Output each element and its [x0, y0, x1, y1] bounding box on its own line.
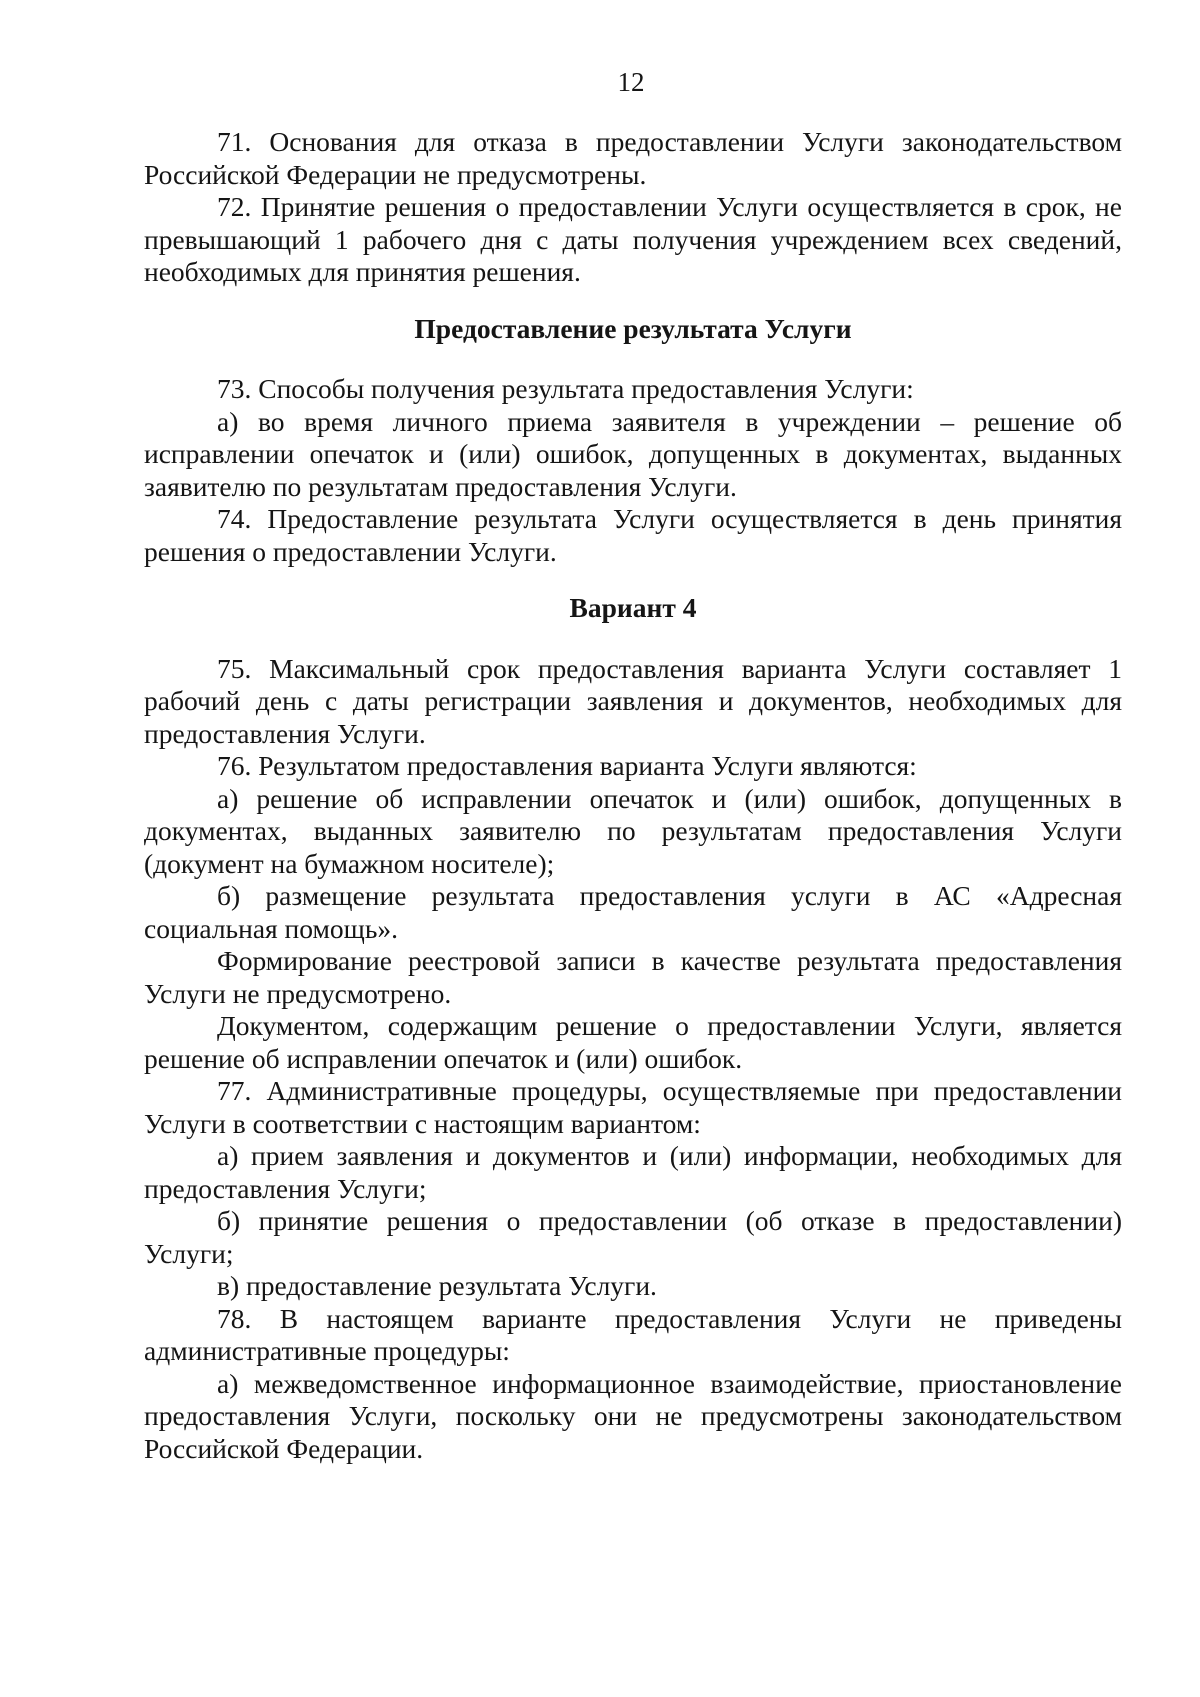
paragraph-77: 77. Административные процедуры, осуществляемые при предоставлении Услуги в соответствии с настоящим вариантом:: [144, 1075, 1122, 1139]
paragraph-registry-record: Формирование реестровой записи в качестве результата предоставления Услуги не предусмотрено.: [144, 945, 1122, 1009]
paragraph-72: 72. Принятие решения о предоставлении Услуги осуществляется в срок, не превышающий 1 рабочего дня с даты получения учреждением всех сведений, необходимых для принятия решения.: [144, 191, 1122, 287]
paragraph-73: 73. Способы получения результата предоставления Услуги:: [217, 373, 914, 404]
paragraph-73-a: а) во время личного приема заявителя в учреждении – решение об исправлении опечаток и (или) ошибок, допущенных в документах, выданных заявителю по результатам предоставления Услуги.: [144, 405, 1122, 502]
paragraph-76-a: а) решение об исправлении опечаток и (или) ошибок, допущенных в документах, выданных заявителю по результатам предоставления Услуги (документ на бумажном носителе);: [144, 782, 1122, 879]
page-number: 12: [617, 67, 645, 97]
paragraph-75: 75. Максимальный срок предоставления варианта Услуги составляет 1 рабочий день с даты регистрации заявления и документов, необходимых для предоставления Услуги.: [144, 652, 1122, 749]
paragraph-76: 76. Результатом предоставления варианта Услуги являются:: [217, 750, 917, 781]
paragraph-decision-document: Документом, содержащим решение о предоставлении Услуги, является решение об исправлении опечаток и (или) ошибок.: [144, 1010, 1122, 1074]
paragraph-74: 74. Предоставление результата Услуги осуществляется в день принятия решения о предоставлении Услуги.: [144, 503, 1122, 567]
paragraph-77-a: а) прием заявления и документов и (или) информации, необходимых для предоставления Услуги;: [144, 1140, 1122, 1204]
section-heading-variant-4: Вариант 4: [569, 592, 697, 623]
paragraph-77-b: б) принятие решения о предоставлении (об отказе в предоставлении) Услуги;: [144, 1205, 1122, 1269]
section-heading-result: Предоставление результата Услуги: [414, 312, 852, 344]
paragraph-78: 78. В настоящем варианте предоставления Услуги не приведены административные процедуры:: [144, 1302, 1122, 1366]
paragraph-78-a: а) межведомственное информационное взаимодействие, приостановление предоставления Услуги, поскольку они не предусмотрены законодательством Российской Федерации.: [144, 1367, 1122, 1464]
document-body: [144, 126, 1122, 1465]
paragraph-71: 71. Основания для отказа в предоставлении Услуги законодательством Российской Федерации не предусмотрены.: [144, 126, 1122, 190]
paragraph-77-c: в) предоставление результата Услуги.: [217, 1270, 657, 1301]
paragraph-76-b: б) размещение результата предоставления услуги в АС «Адресная социальная помощь».: [144, 880, 1122, 944]
